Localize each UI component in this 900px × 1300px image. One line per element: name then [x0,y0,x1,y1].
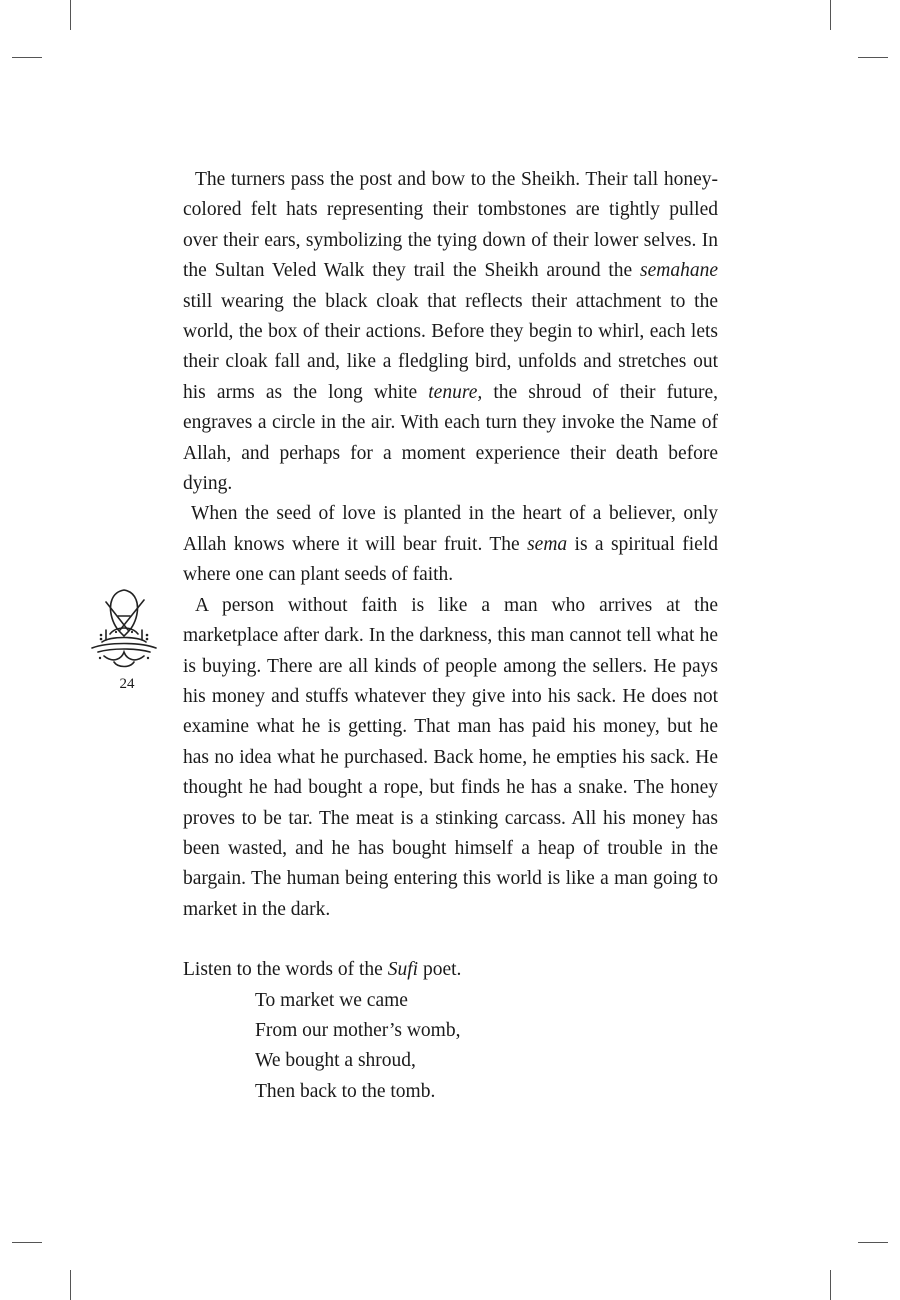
poem-line: We bought a shroud, [255,1050,416,1072]
crop-mark-left-lower [12,1242,42,1243]
poem-intro [183,955,718,985]
text-run: poet. [418,959,462,981]
poem-line: Then back to the tomb. [255,1080,436,1102]
italic-term: Sufi [387,959,419,981]
text-run: A person without faith is like a man who arrives at the marketplace after dark. In the darkness, this man cannot tell what he is buying. There are all kinds of people among the sellers. He pays his money and stuffs whatever they give into his sack. He does not examine what he is getting. That man has paid his money, but he has no idea what he purchased. Back home, he empties his sack. He thought he had bought a rope, but finds he has a snake. The honey proves to be tar. The meat is a stinking carcass. All his money has been wasted, and he has bought himself a heap of trouble in the bargain. The human being entering this world is like a man going to market in the dark. [183,594,718,920]
poem-line: From our mother’s womb, [255,1019,461,1041]
text-run: When the seed of love is planted in the heart of a believer, only Allah knows where it will bear fruit. The [183,503,718,555]
text-run: Listen to the words of the [183,959,388,981]
crop-mark-top-right [830,0,831,30]
poem-line: To market we came [255,989,408,1011]
body-text [183,165,718,1107]
poem [183,986,718,1108]
paragraph-seed-of-love [183,499,718,590]
text-run: The turners pass the post and bow to the Sheikh. Their tall honey-colored felt hats representing their tombstones are tightly pulled over their ears, symbolizing the tying down of their lower selves. In the Sultan Veled Walk they trail the Sheikh around the [183,169,718,282]
text-run: still wearing the black cloak that reflects their attachment to the world, the box of their actions. Before they begin to whirl, each lets their cloak fall and, like a fledgling bird, unfolds and stretches out his arms as the long white [183,290,718,403]
crop-mark-left-upper [12,57,42,58]
italic-term: semahane [640,260,718,282]
italic-term: tenure, [428,381,483,403]
crop-mark-top-left [70,0,71,30]
crop-mark-right-lower [858,1242,888,1243]
crop-mark-bottom-left [70,1270,71,1300]
paragraph-turners [183,165,718,499]
page-number: 24 [119,676,135,692]
crop-mark-bottom-right [830,1270,831,1300]
text-run: is a spiritual field where one can plant seeds of faith. [183,533,718,586]
calligraphy-emblem-icon [88,586,160,672]
italic-term: sema [527,533,568,555]
crop-mark-right-upper [858,57,888,58]
text-run: the shroud of their future, engraves a circle in the air. With each turn they invoke the Name of Allah, and perhaps for a moment experience their death before dying. [183,381,718,495]
paragraph-market-in-dark [183,591,718,925]
